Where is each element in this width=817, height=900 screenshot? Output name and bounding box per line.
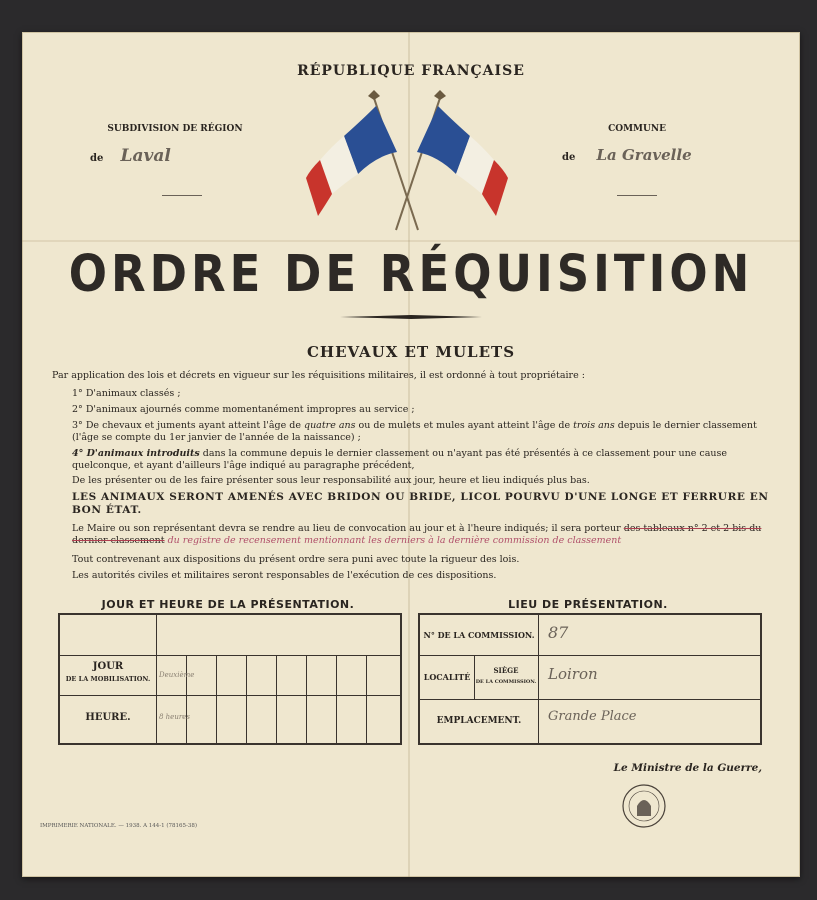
jour-label: JOUR	[92, 661, 124, 672]
presentation-time-table	[58, 613, 402, 745]
table-divider	[474, 655, 475, 699]
fold-line-horizontal	[22, 240, 800, 242]
heure-value: 8 heures	[159, 713, 190, 721]
jour-sub-label: DE LA MOBILISATION.	[65, 675, 151, 683]
official-seal-icon	[620, 782, 668, 830]
table-divider	[156, 615, 157, 743]
emplacement-label: EMPLACEMENT.	[436, 716, 522, 726]
presentation-place-table	[418, 613, 762, 745]
item-1: 1° D'animaux classés ;	[72, 388, 181, 399]
item-3-age-horses: quatre ans	[303, 420, 356, 431]
table-divider	[538, 615, 539, 743]
subdivision-rule	[162, 195, 202, 196]
poster-title: ORDRE DE RÉQUISITION	[68, 243, 754, 304]
table-divider	[186, 655, 187, 743]
subdivision-label: SUBDIVISION DE RÉGION	[107, 124, 243, 134]
table-divider	[306, 655, 307, 743]
table-divider	[60, 655, 400, 656]
title-ornament	[340, 315, 482, 319]
table-divider	[420, 655, 760, 656]
poster-subtitle: CHEVAUX ET MULETS	[306, 343, 516, 361]
commune-value: La Gravelle	[596, 146, 692, 164]
commune-rule	[617, 195, 657, 196]
commune-block	[562, 124, 712, 164]
localite-label: LOCALITÉ	[423, 672, 471, 682]
siege-sub-label: DE LA COMMISSION.	[475, 679, 537, 685]
authorities-text: Les autorités civiles et militaires seront responsables de l'exécution de ces dispositions.	[72, 570, 497, 581]
crossed-flags-icon	[302, 90, 512, 240]
commune-label: COMMUNE	[608, 124, 666, 134]
item-3-e: depuis le dernier classement (l'âge se compte du 1er janvier de l'année de la naissance) ;	[72, 420, 757, 443]
commission-value: 87	[548, 623, 569, 642]
jour-value: Deuxième	[159, 671, 195, 679]
intro-text: Par application des lois et décrets en vigueur sur les réquisitions militaires, il est ordonné à tout propriétaire :	[52, 370, 585, 381]
commission-label: N° DE LA COMMISSION.	[423, 630, 535, 640]
item-4-a: 4° D'animaux introduits	[72, 448, 200, 459]
item-3-age-mules: trois ans	[573, 420, 615, 431]
subdivision-value: Laval	[120, 146, 171, 166]
table-divider	[336, 655, 337, 743]
penalty-text: Tout contrevenant aux dispositions du présent ordre sera puni avec toute la rigueur des lois.	[72, 554, 520, 565]
maire-handwritten-correction: du registre de recensement mentionnant les derniers à la dernière commission de classement	[167, 535, 622, 546]
heure-label: HEURE.	[85, 712, 131, 723]
item-3-a: 3° De chevaux et juments ayant atteint l'âge de	[72, 420, 304, 431]
right-table-heading: LIEU DE PRÉSENTATION.	[508, 598, 668, 611]
table-divider	[366, 655, 367, 743]
localite-value: Loiron	[548, 665, 598, 683]
printer-imprint: IMPRIMERIE NATIONALE. — 1938. A 144-1 (78165-38)	[40, 823, 198, 829]
requisition-poster	[22, 32, 800, 877]
left-table-heading: JOUR ET HEURE DE LA PRÉSENTATION.	[101, 598, 355, 611]
emplacement-value: Grande Place	[548, 709, 637, 724]
maire-text	[72, 523, 770, 547]
minister-signature: Le Ministre de la Guerre,	[613, 762, 762, 774]
table-divider	[216, 655, 217, 743]
subdivision-prefix: de	[90, 153, 104, 164]
table-divider	[420, 699, 760, 700]
siege-label: SIÈGE	[493, 666, 519, 675]
present-text: De les présenter ou de les faire présenter sous leur responsabilité aux jour, heure et lieu indiqués plus bas.	[72, 475, 590, 486]
table-divider	[60, 695, 400, 696]
maire-struck-text: des tableaux n° 2 et 2 bis du dernier classement	[72, 523, 762, 546]
table-divider	[246, 655, 247, 743]
table-divider	[276, 655, 277, 743]
item-3-c: ou de mulets et mules ayant atteint l'âge de	[355, 420, 574, 431]
item-2: 2° D'animaux ajournés comme momentanément impropres au service ;	[72, 404, 415, 415]
subdivision-block	[80, 124, 270, 166]
republic-heading: RÉPUBLIQUE FRANÇAISE	[297, 63, 525, 79]
item-4	[72, 448, 770, 472]
equipment-notice: LES ANIMAUX SERONT AMENÉS AVEC BRIDON OU BRIDE, LICOL POURVU D'UNE LONGE ET FERRURE EN BON ÉTAT.	[72, 491, 769, 516]
item-4-b: dans la commune depuis le dernier classement ou n'ayant pas été présentés à ce classement pour une cause quelconque, et ayant d'ailleurs l'âge indiqué au paragraphe précédent,	[72, 448, 727, 471]
commune-prefix: de	[562, 152, 576, 163]
maire-text-a: Le Maire ou son représentant devra se rendre au lieu de convocation au jour et à l'heure indiqués; il sera porteur	[72, 523, 624, 534]
item-3	[72, 420, 770, 444]
